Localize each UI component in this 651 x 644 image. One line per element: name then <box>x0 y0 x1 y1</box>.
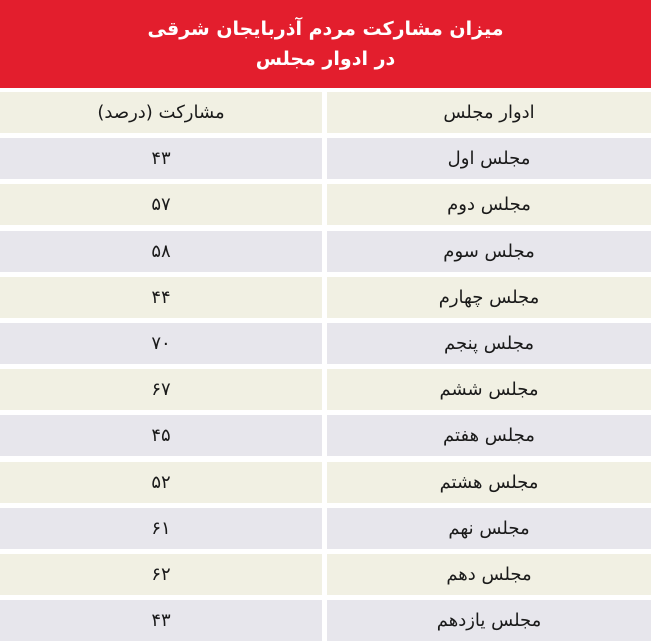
column-header-period: ادوار مجلس <box>327 92 651 133</box>
period-cell: مجلس دوم <box>327 184 651 225</box>
participation-value-cell: ۴۵ <box>0 415 322 456</box>
participation-value-cell: ۵۲ <box>0 462 322 503</box>
table-header-row <box>0 88 651 132</box>
table-title-line-1: میزان مشارکت مردم آذربایجان شرقی <box>147 18 504 40</box>
participation-value-cell: ۶۷ <box>0 369 322 410</box>
table-row <box>0 550 651 594</box>
table-title-banner <box>0 0 651 88</box>
participation-value-cell: ۶۲ <box>0 554 322 595</box>
period-cell: مجلس چهارم <box>327 277 651 318</box>
period-cell: مجلس دهم <box>327 554 651 595</box>
participation-value-cell: ۴۳ <box>0 138 322 179</box>
period-cell: مجلس پنجم <box>327 323 651 364</box>
table-row <box>0 227 651 271</box>
participation-value-cell: ۶۱ <box>0 508 322 549</box>
participation-value-cell: ۴۴ <box>0 277 322 318</box>
table-row <box>0 458 651 502</box>
table-row <box>0 596 651 640</box>
participation-value-cell: ۵۷ <box>0 184 322 225</box>
table-row <box>0 504 651 548</box>
table-row <box>0 319 651 363</box>
table-row <box>0 365 651 409</box>
period-cell: مجلس یازدهم <box>327 600 651 641</box>
table-row <box>0 180 651 224</box>
period-cell: مجلس هفتم <box>327 415 651 456</box>
table-row <box>0 411 651 455</box>
participation-value-cell: ۷۰ <box>0 323 322 364</box>
column-header-participation: مشارکت (درصد) <box>0 92 322 133</box>
table-row <box>0 134 651 178</box>
table-title-line-2: در ادوار مجلس <box>255 48 396 70</box>
period-cell: مجلس هشتم <box>327 462 651 503</box>
participation-value-cell: ۴۳ <box>0 600 322 641</box>
period-cell: مجلس اول <box>327 138 651 179</box>
period-cell: مجلس ششم <box>327 369 651 410</box>
participation-value-cell: ۵۸ <box>0 231 322 272</box>
table-row <box>0 273 651 317</box>
period-cell: مجلس نهم <box>327 508 651 549</box>
period-cell: مجلس سوم <box>327 231 651 272</box>
